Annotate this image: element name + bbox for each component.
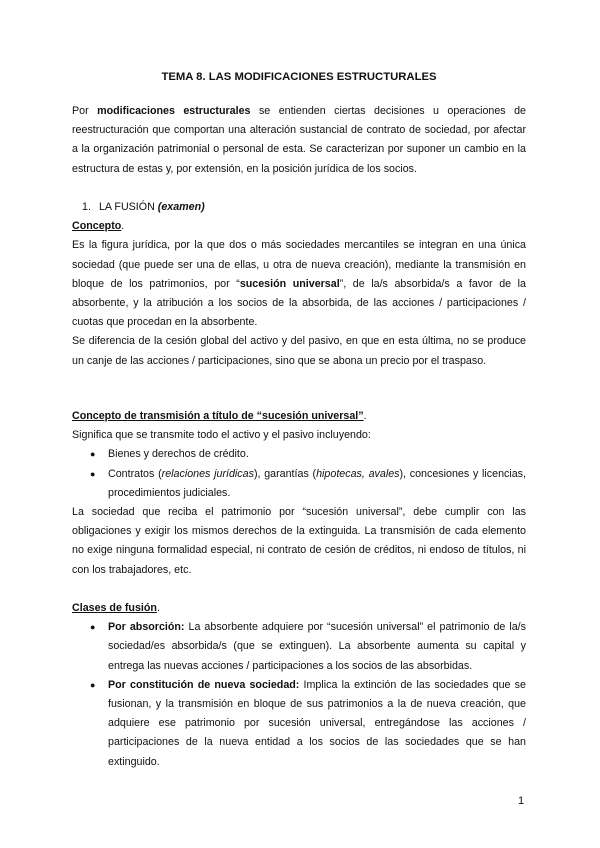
concepto-period: .	[121, 220, 125, 233]
sucesion-heading	[72, 407, 526, 426]
p1-text-pre: Es la figura jurídica, por la que dos o más sociedades mercantiles se integran en una única sociedad (que puede ser una de ellas, u otra de nueva creación), mediante la transmisión en bloque de los patrimonios, por “	[72, 239, 526, 290]
sucesion-paragraph: La sociedad que reciba el patrimonio por “sucesión universal”, debe cumplir con las obligaciones y exigir los mismos derechos de la extinguida. La transmisión de cada elemento no exige ninguna formalidad especial, ni contrato de cesión de créditos, ni endoso de títulos, ni con los trabajadores, etc.	[72, 506, 526, 576]
sucesion-list	[72, 445, 526, 503]
sucesion-heading-text: Concepto de transmisión a título de “sucesión universal”	[72, 410, 364, 422]
page-number: 1	[518, 795, 525, 807]
bullet-italic-1: relaciones jurídicas	[161, 467, 254, 480]
list-item	[72, 445, 526, 464]
bullet-text: Bienes y derechos de crédito.	[108, 448, 249, 461]
section-clases-fusion	[72, 599, 526, 772]
clases-list	[72, 618, 526, 772]
bullet-text-a: Contratos (	[108, 467, 162, 480]
concepto-label: Concepto	[72, 220, 122, 233]
bullet-icon: ●	[90, 468, 96, 479]
bullet-icon: ●	[90, 449, 96, 460]
concepto-paragraph-2: Se diferencia de la cesión global del activo y del pasivo, en que en esta última, no se produce un canje de las acciones / participaciones, sino que se abona un precio por el traspaso.	[72, 335, 526, 367]
intro-paragraph	[72, 102, 526, 179]
clase-absorcion-label: Por absorción:	[108, 621, 185, 634]
concepto-paragraph-1	[72, 236, 526, 332]
p1-bold-term: sucesión universal	[239, 277, 340, 290]
clase-absorcion-text: La absorbente adquiere por “sucesión universal” el patrimonio de la/s sociedad/es absorbida/s (que se extinguen). La absorbente aumenta su capital y entrega las nuevas acciones / participaciones a los socios de las absorbidas.	[108, 621, 526, 672]
section-heading-note: (examen)	[157, 201, 205, 213]
section-heading	[72, 198, 526, 217]
section-number: 1.	[82, 201, 91, 213]
p1-text-post: ”, de la/s absorbida/s a favor de la absorbente, y la atribución a los socios de la absorbida, de las acciones / participaciones / cuotas que procedan en la absorbente.	[72, 277, 527, 329]
concepto-heading	[72, 217, 526, 236]
bullet-icon: ●	[90, 679, 96, 690]
clases-heading-text: Clases de fusión	[72, 602, 157, 614]
sucesion-lead: Significa que se transmite todo el activo y el pasivo incluyendo:	[72, 429, 371, 442]
bullet-text-b: ), garantías (	[253, 467, 317, 480]
section-sucesion-universal	[72, 407, 526, 580]
bullet-text-c: ), concesiones y licencias, procedimientos judiciales.	[108, 467, 526, 499]
section-fusion	[72, 198, 526, 371]
clase-nueva-sociedad-label: Por constitución de nueva sociedad:	[108, 678, 300, 691]
intro-text-pre: Por	[72, 105, 98, 117]
bullet-icon: ●	[90, 622, 96, 633]
intro-bold-term: modificaciones estructurales	[97, 105, 251, 117]
clases-heading	[72, 599, 526, 618]
page-title: TEMA 8. LAS MODIFICACIONES ESTRUCTURALES	[161, 71, 437, 83]
list-item	[72, 676, 526, 772]
intro-text-post: se entienden ciertas decisiones u operaciones de reestructuración que comportan una alteración sustancial de contrato de sociedad, por afectar a la organización patrimonial o personal de esta. Se caracterizan por suponer un cambio en la estructura de estas y, por extensión, en la posición jurídica de los socios.	[72, 105, 526, 175]
list-item	[72, 465, 526, 503]
clase-nueva-sociedad-text: Implica la extinción de las sociedades que se fusionan, y la transmisión en bloque de sus patrimonios a la de nueva creación, que adquiere ese patrimonio por sucesión universal, entregándose las acciones / participaciones de la nueva entidad a los socios de las sociedades que se han extinguido.	[108, 678, 526, 768]
clases-heading-period: .	[156, 602, 160, 614]
bullet-italic-2: hipotecas, avales	[316, 467, 400, 480]
list-item	[72, 618, 526, 676]
section-heading-text: LA FUSIÓN	[98, 201, 158, 213]
sucesion-heading-period: .	[363, 410, 367, 422]
